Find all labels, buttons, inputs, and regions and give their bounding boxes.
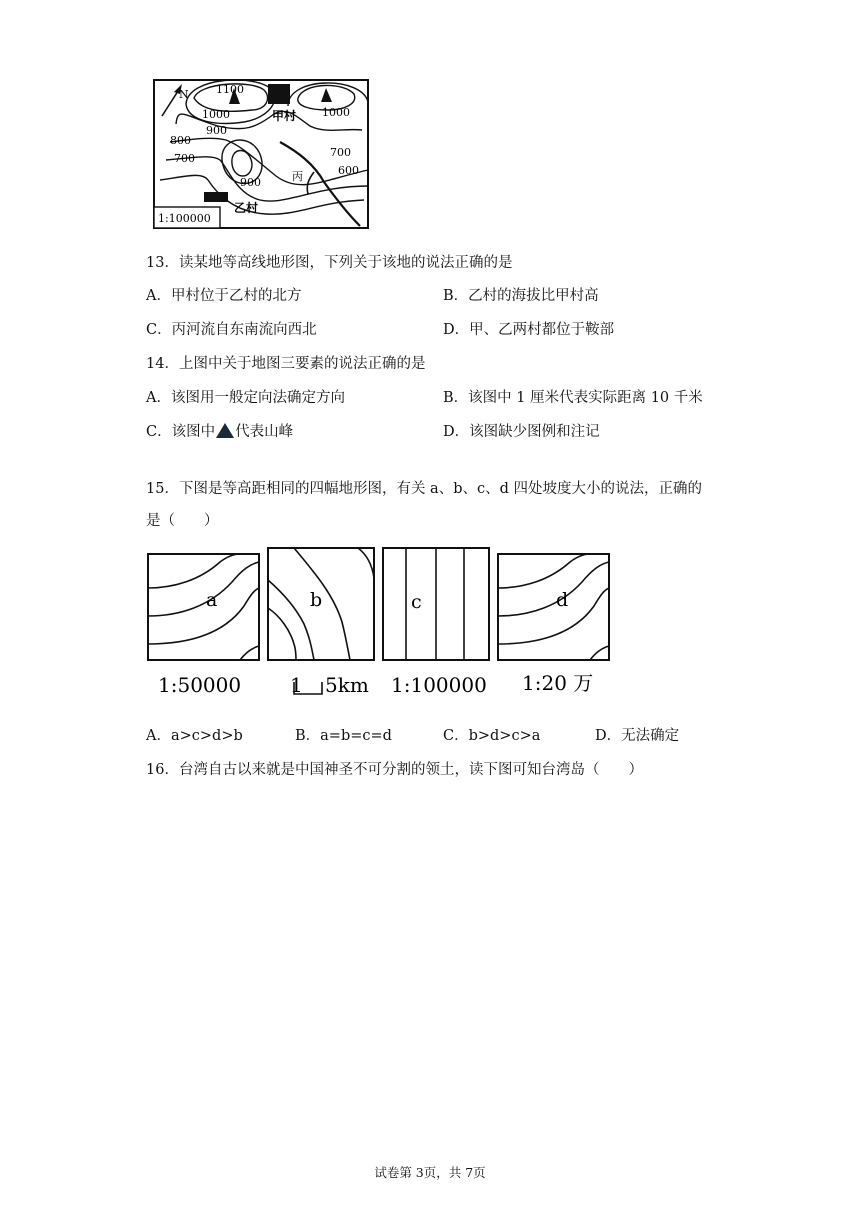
q13-option-a[interactable]: A．甲村位于乙村的北方	[146, 288, 302, 304]
q14-option-c-prefix: C．该图中	[146, 424, 216, 440]
height-label: 700	[174, 152, 195, 165]
height-label: 900	[240, 176, 261, 189]
height-label: 700	[330, 146, 351, 159]
panel-c-label: c	[411, 591, 422, 613]
q15-option-c[interactable]: C．b>d>c>a	[443, 728, 541, 744]
question-16-stem: 16．台湾自古以来就是中国神圣不可分割的领土，读下图可知台湾岛（ ）	[146, 762, 643, 778]
panel-d	[498, 554, 609, 695]
q15-option-a[interactable]: A．a>c>d>b	[146, 728, 243, 744]
q13-option-c[interactable]: C．丙河流自东南流向西北	[146, 322, 317, 338]
panel-a-scale: 1:50000	[158, 673, 242, 697]
map-scale: 1:100000	[158, 212, 211, 225]
height-label: 1000	[202, 108, 230, 121]
height-label: 1100	[216, 83, 244, 96]
topographic-map	[148, 76, 374, 232]
panel-a	[148, 554, 259, 697]
village-jia-marker	[268, 84, 290, 104]
q14-option-d[interactable]: D．该图缺少图例和注记	[443, 424, 600, 440]
peak-triangle-icon	[216, 423, 234, 438]
panel-c-scale: 1:100000	[391, 673, 487, 697]
panel-b-scale-start: 1	[290, 673, 303, 697]
village-yi-marker	[204, 192, 228, 202]
panel-d-label: d	[556, 589, 569, 611]
slope-comparison-figure	[144, 544, 614, 700]
height-label: 800	[170, 134, 191, 147]
q15-option-d[interactable]: D．无法确定	[595, 728, 680, 744]
question-15-stem-line1: 15．下图是等高距相同的四幅地形图，有关 a、b、c、d 四处坡度大小的说法，正确的	[146, 481, 702, 497]
village-yi-label: 乙村	[234, 201, 259, 215]
height-label: 1000	[322, 106, 350, 119]
q14-option-c[interactable]	[146, 422, 293, 442]
peak-icon	[321, 88, 332, 102]
panel-c	[383, 548, 489, 697]
page-footer: 试卷第 3页，共 7页	[374, 1165, 486, 1180]
q15-option-b[interactable]: B．a=b=c=d	[295, 728, 392, 744]
village-jia-label: 甲村	[272, 109, 297, 123]
q14-option-c-suffix: 代表山峰	[235, 424, 294, 440]
river-label: 丙	[292, 170, 303, 183]
q14-option-a[interactable]: A．该图用一般定向法确定方向	[146, 390, 345, 406]
q14-option-b[interactable]: B．该图中 1 厘米代表实际距离 10 千米	[443, 390, 703, 406]
question-13-stem: 13．读某地等高线地形图，下列关于该地的说法正确的是	[146, 255, 513, 271]
question-15-stem-line2: 是（ ）	[146, 513, 219, 529]
panel-d-scale: 1:20 万	[522, 671, 594, 695]
q13-option-b[interactable]: B．乙村的海拔比甲村高	[443, 288, 599, 304]
question-14-stem: 14．上图中关于地图三要素的说法正确的是	[146, 356, 426, 372]
panel-b-label: b	[310, 589, 323, 611]
height-label: 900	[206, 124, 227, 137]
panel-b	[268, 548, 374, 697]
height-label: 600	[338, 164, 359, 177]
panel-a-label: a	[206, 589, 218, 611]
panel-b-scale-end: 5km	[325, 673, 369, 697]
q13-option-d[interactable]: D．甲、乙两村都位于鞍部	[443, 322, 615, 338]
north-label: N	[179, 88, 189, 101]
